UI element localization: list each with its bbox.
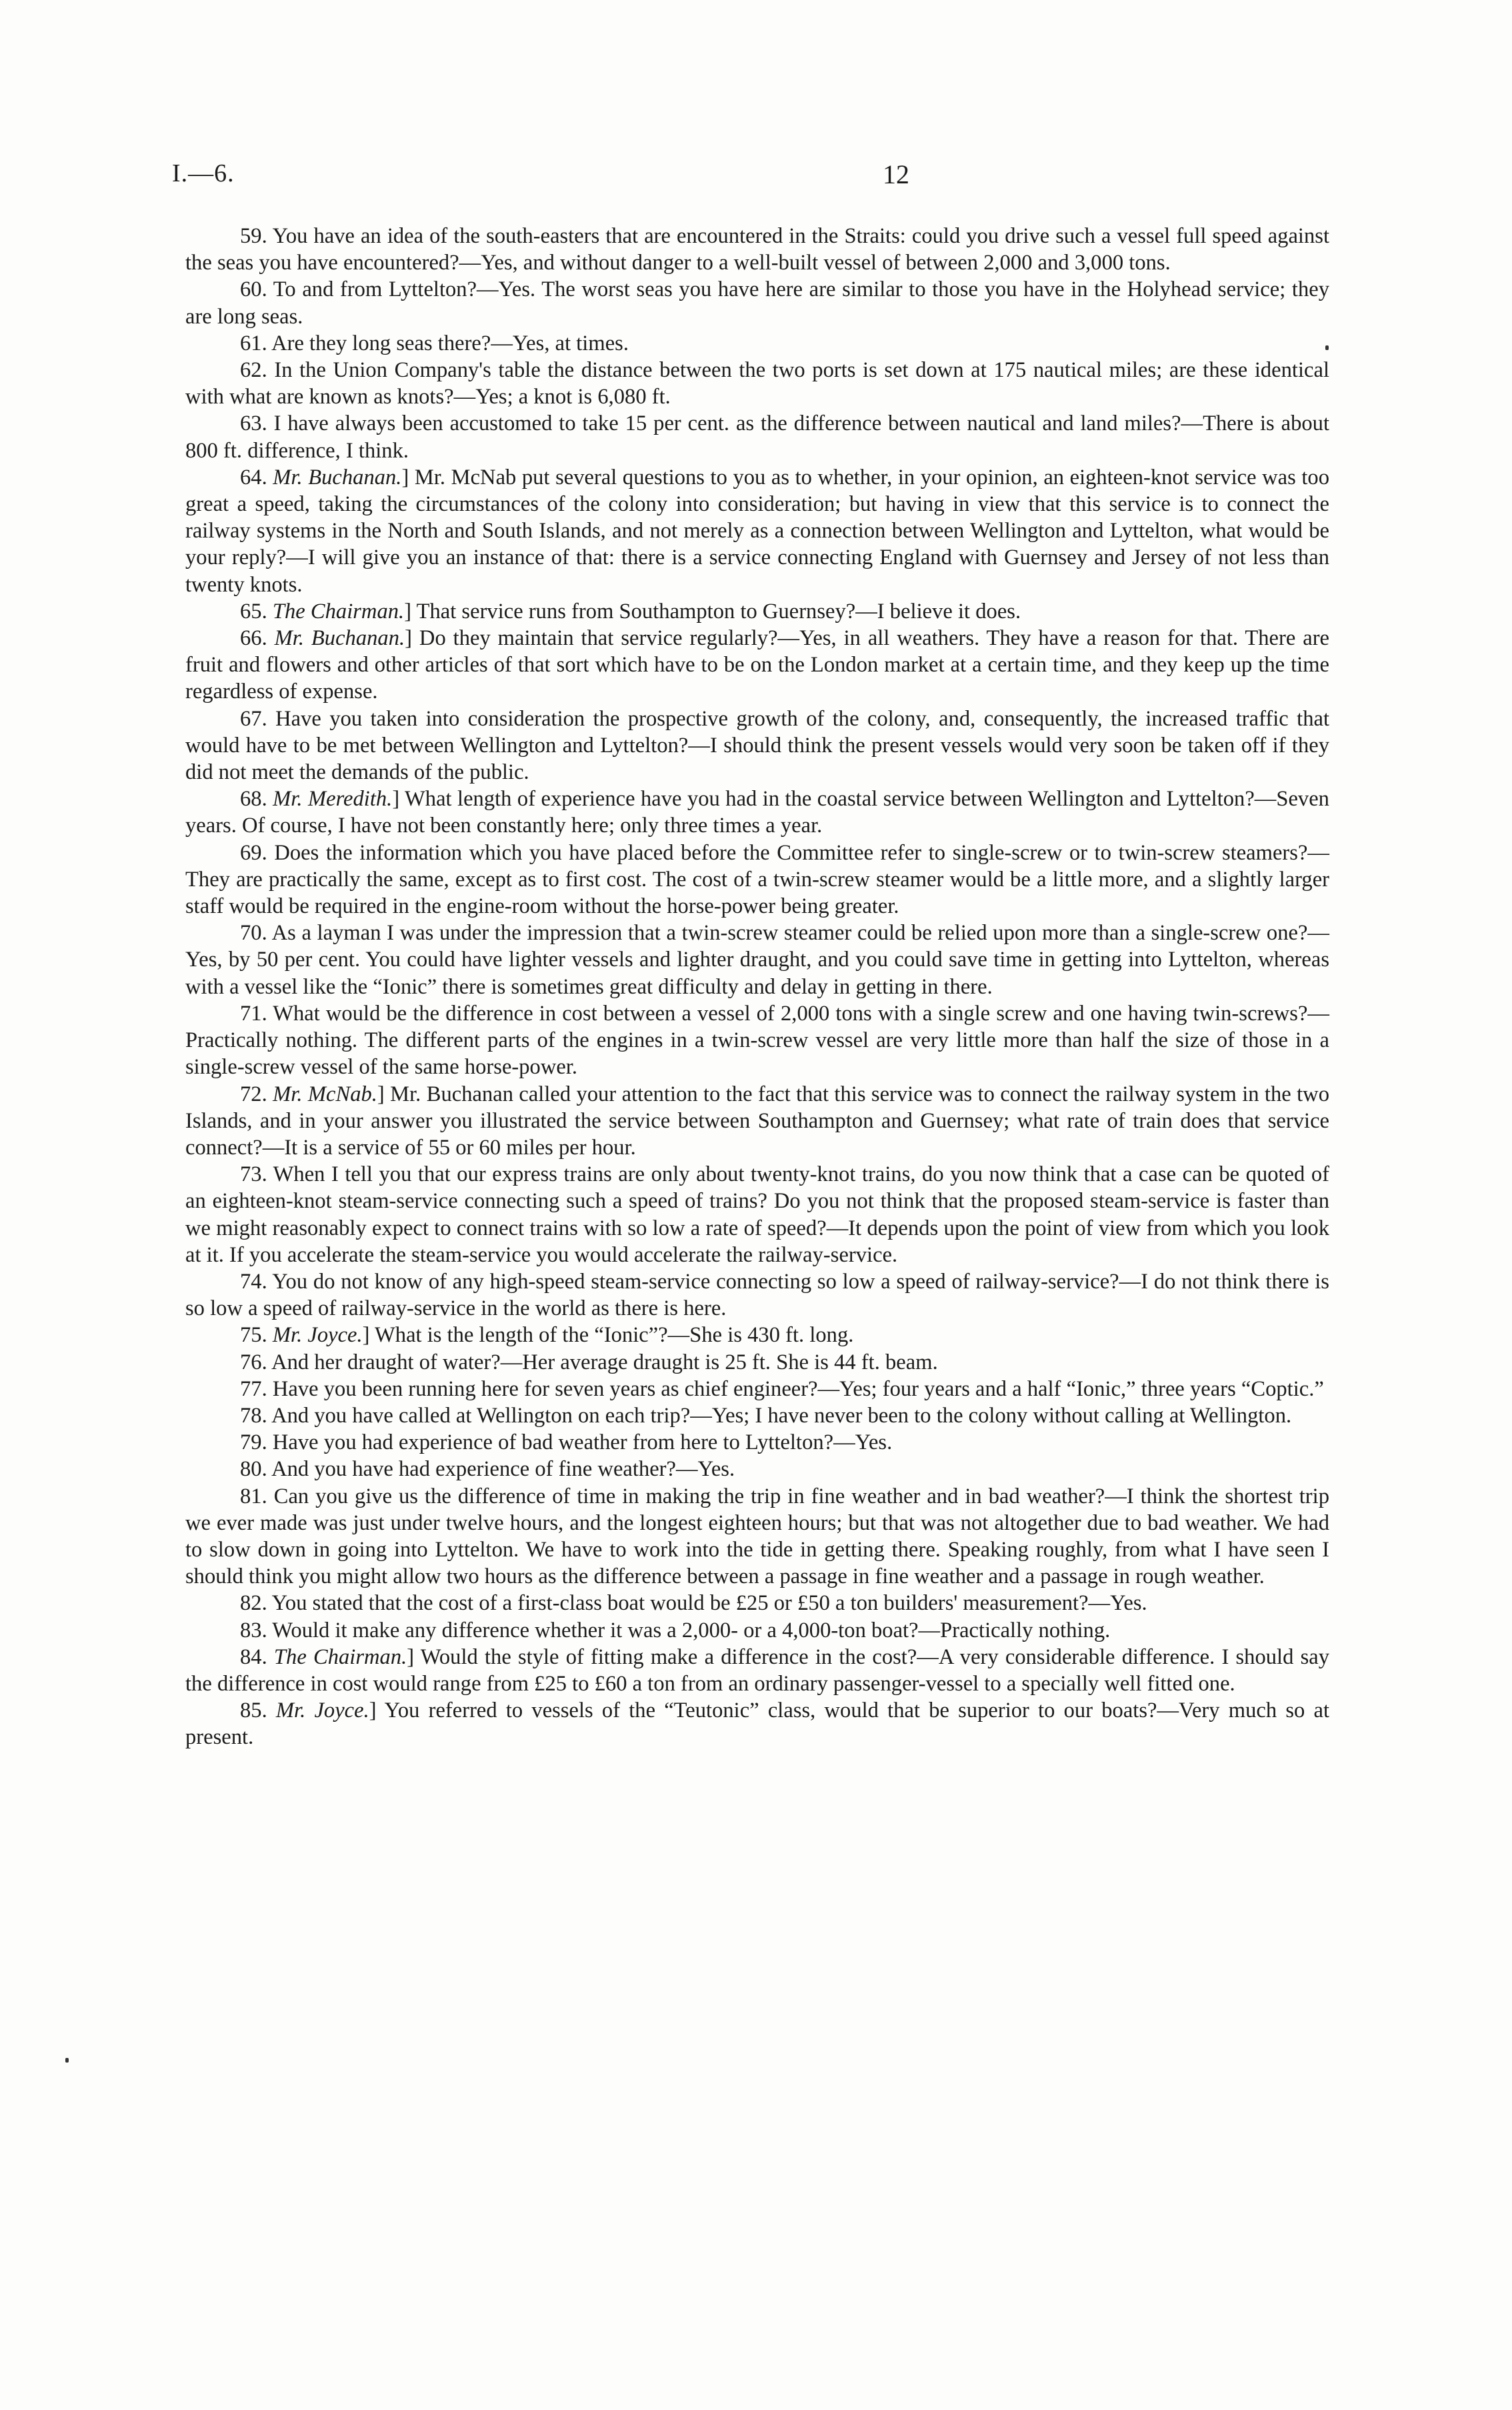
question-60: 60. To and from Lyttelton?—Yes. The worst seas you have here are similar to those you have in the Holyhead service; they are long seas. [185,277,1329,329]
question-81: 81. Can you give us the difference of time in making the trip in fine weather and in bad weather?—I think the shortest trip we ever made was just under twelve hours, and the longest eighteen hours; but that was not altogether due to bad weather. We had to slow down in going into Lyttelton. We have to work into the tide in getting there. Speaking roughly, from what I have seen I should think you might allow two hours as the difference between a passage in fine weather and a passage in rough weather. [185,1484,1329,1589]
scan-speck [1325,345,1329,350]
question-79: 79. Have you had experience of bad weather from here to Lyttelton?—Yes. [240,1430,893,1455]
question-63: 63. I have always been accustomed to take 15 per cent. as the difference between nautical and land miles?—There is about 800 ft. difference, I think. [185,411,1329,463]
document-reference: I.—6. [172,159,235,187]
question-84: 84. The Chairman.] Would the style of fitting make a difference in the cost?—A very considerable difference. I should say the difference in cost would range from £25 to £60 a ton from an ordinary passenger-vessel to a specially well fitted one. [185,1644,1330,1696]
question-59: 59. You have an idea of the south-easters that are encountered in the Straits: could you drive such a vessel full speed against the seas you have encountered?—Yes, and without danger to a well-built vessel of between 2,000 and 3,000 tons. [185,224,1329,275]
page-header [172,159,1345,199]
page-number: 12 [883,159,909,189]
question-77: 77. Have you been running here for seven years as chief engineer?—Yes; four years and a half “Ionic,” three years “Coptic.” [240,1376,1324,1401]
question-69: 69. Does the information which you have placed before the Committee refer to single-screw or to twin-screw steamers?—They are practically the same, except as to first cost. The cost of a twin-screw steamer would be a little more, and a slightly larger staff would be required in the engine-room without the horse-power being greater. [185,840,1329,919]
question-78: 78. And you have called at Wellington on each trip?—Yes; I have never been to the colony without calling at Wellington. [240,1403,1292,1428]
minutes-of-evidence [185,223,1329,1751]
question-76: 76. And her draught of water?—Her average draught is 25 ft. She is 44 ft. beam. [240,1350,938,1374]
question-80: 80. And you have had experience of fine weather?—Yes. [240,1457,735,1482]
question-83: 83. Would it make any difference whether it was a 2,000- or a 4,000-ton boat?—Practically nothing. [240,1618,1111,1642]
question-68: 68. Mr. Meredith.] What length of experience have you had in the coastal service between Wellington and Lyttelton?—Seven years. Of course, I have not been constantly here; only three times a year. [185,787,1329,838]
question-72: 72. Mr. McNab.] Mr. Buchanan called your attention to the fact that this service was to connect the railway system in the two Islands, and in your answer you illustrated the service between Southampton and Guernsey; what rate of train does that service connect?—It is a service of 55 or 60 miles per hour. [185,1082,1329,1160]
question-62: 62. In the Union Company's table the distance between the two ports is set down at 175 nautical miles; are these identical with what are known as knots?—Yes; a knot is 6,080 ft. [185,358,1329,409]
question-61: 61. Are they long seas there?—Yes, at times. [240,331,629,355]
question-73: 73. When I tell you that our express trains are only about twenty-knot trains, do you now think that a case can be quoted of an eighteen-knot steam-service connecting such a speed of trains? Do you not think that the proposed steam-service is faster than we might reasonably expect to connect trains with so low a rate of speed?—It depends upon the point of view from which you look at it. If you accelerate the steam-service you would accelerate the railway-service. [185,1162,1329,1267]
question-66: 66. Mr. Buchanan.] Do they maintain that service regularly?—Yes, in all weathers. They have a reason for that. There are fruit and flowers and other articles of that sort which have to be on the London market at a certain time, and they keep up the time regardless of expense. [185,626,1329,704]
question-70: 70. As a layman I was under the impression that a twin-screw steamer could be relied upon more than a single-screw one?—Yes, by 50 per cent. You could have lighter vessels and lighter draught, and you could save time in getting into Lyttelton, whereas with a vessel like the “Ionic” there is sometimes great difficulty and delay in getting in there. [185,921,1329,999]
question-64: 64. Mr. Buchanan.] Mr. McNab put several questions to you as to whether, in your opinion, an eighteen-knot service was too great a speed, taking the circumstances of the colony into consideration; but having in view that this service is to connect the railway systems in the North and South Islands, and not merely as a connection between Wellington and Lyttelton, what would be your reply?—I will give you an instance of that: there is a service connecting England with Guernsey and Jersey of not less than twenty knots. [185,465,1330,597]
question-65: 65. The Chairman.] That service runs from Southampton to Guernsey?—I believe it does. [240,599,1021,624]
question-85: 85. Mr. Joyce.] You referred to vessels of the “Teutonic” class, would that be superior to our boats?—Very much so at present. [185,1698,1329,1750]
scan-speck [65,2058,69,2063]
question-75: 75. Mr. Joyce.] What is the length of the “Ionic”?—She is 430 ft. long. [240,1323,854,1348]
question-71: 71. What would be the difference in cost between a vessel of 2,000 tons with a single screw and one having twin-screws?—Practically nothing. The different parts of the engines in a twin-screw vessel are very little more than half the size of those in a single-screw vessel of the same horse-power. [185,1001,1329,1080]
question-67: 67. Have you taken into consideration the prospective growth of the colony, and, consequently, the increased traffic that would have to be met between Wellington and Lyttelton?—I should think the present vessels would very soon be taken off if they did not meet the demands of the public. [185,706,1329,785]
question-74: 74. You do not know of any high-speed steam-service connecting so low a speed of railway-service?—I do not think there is so low a speed of railway-service in the world as there is here. [185,1269,1329,1321]
question-82: 82. You stated that the cost of a first-class boat would be £25 or £50 a ton builders' measurement?—Yes. [240,1591,1147,1616]
